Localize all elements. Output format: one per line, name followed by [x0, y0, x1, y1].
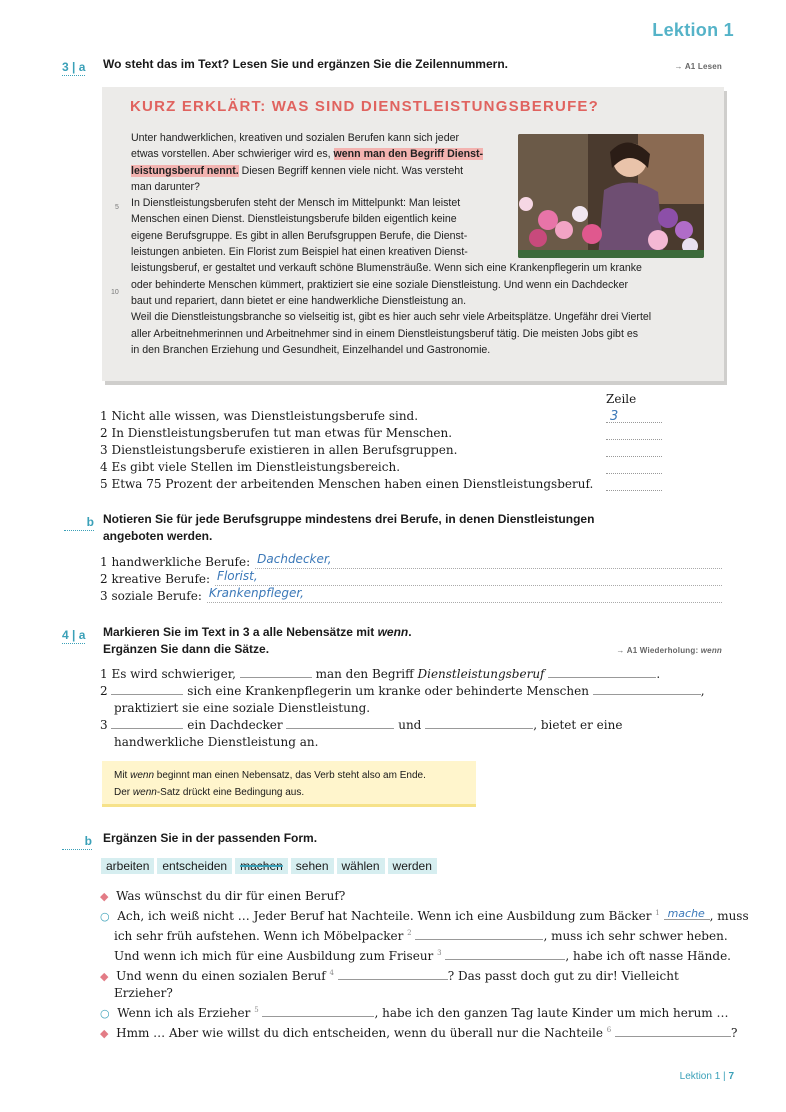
text-line: In Dienstleistungsberufen steht der Mensch im Mittelpunkt: Man leistet: [131, 197, 461, 210]
blank[interactable]: [240, 666, 312, 678]
exercise-4a-instruction: Markieren Sie im Text in 3 a alle Nebensätze mit wenn. Ergänzen Sie dann die Sätze.: [103, 625, 412, 656]
profession-row: 3 soziale Berufe: Krankenpfleger,: [100, 588, 722, 605]
text-line: Menschen einen Dienst. Dienstleistungsberufe bilden eigentlich keine: [131, 213, 457, 226]
blank[interactable]: [111, 717, 183, 729]
exercise-3a-instruction: Wo steht das im Text? Lesen Sie und ergänzen Sie die Zeilennummern.: [103, 57, 508, 71]
list-item: 3 Dienstleistungsberufe existieren in allen Berufsgruppen.: [100, 443, 458, 457]
grammar-note-text: Mit wenn beginnt man einen Nebensatz, das Verb steht also am Ende. Der wenn-Satz drückt eine Bedingung aus.: [114, 770, 426, 798]
handwritten-answer: Florist,: [217, 569, 258, 583]
exercise-3b-number: b: [62, 513, 94, 531]
highlight-wenn-clause: leistungsberuf nennt.: [131, 164, 239, 177]
statement-list: [100, 408, 593, 493]
text-line: leistungsberuf nennt. Diesen Begriff kennen viele nicht. Was versteht: [131, 164, 464, 177]
list-item: 5 Etwa 75 Prozent der arbeitenden Menschen haben einen Dienstleistungsberuf.: [100, 477, 594, 491]
speaker-a-icon: ◆: [100, 970, 109, 983]
dialogue-line: Und wenn ich mich für eine Ausbildung zum Friseur $^3$ , habe ich oft nasse Hände.: [114, 949, 731, 963]
handwritten-answer: 3: [610, 409, 619, 424]
blank[interactable]: [548, 666, 656, 678]
sentence-3: 3 ein Dachdecker und , bietet er eine: [100, 718, 623, 732]
profession-row: 1 handwerkliche Berufe: Dachdecker,: [100, 554, 722, 571]
text-line: leistungsberuf, er gestaltet und verkauft schöne Blumensträuße. Wenn sich eine Krankenpflegerin um kranke: [131, 262, 642, 275]
exercise-4a-number: 4 | a: [62, 628, 86, 642]
sentence-1: 1 Es wird schwieriger, man den Begriff Dienstleistungsberuf .: [100, 667, 661, 681]
zeile-answer-2[interactable]: [606, 428, 662, 440]
sentence-2: 2 sich eine Krankenpflegerin um kranke oder behinderte Menschen ,: [100, 684, 705, 698]
zeile-answer-4[interactable]: [606, 462, 662, 474]
line-number-10: 10: [111, 289, 119, 296]
text-line: in den Branchen Erziehung und Gesundheit, Einzelhandel und Gastronomie.: [131, 343, 491, 356]
profession-input[interactable]: [207, 588, 722, 603]
blank[interactable]: [615, 1025, 731, 1037]
text-line: Unter handwerklichen, kreativen und sozialen Berufen kann sich jeder: [131, 132, 460, 144]
blank[interactable]: [111, 683, 183, 695]
blank[interactable]: [338, 968, 448, 980]
highlight-wenn-clause: wenn man den Begriff Dienst-: [333, 148, 484, 161]
list-item: 1 Nicht alle wissen, was Dienstleistungsberufe sind.: [100, 409, 419, 423]
word-bank: [101, 857, 440, 875]
handwritten-answer: mache: [667, 907, 705, 920]
blank[interactable]: [425, 717, 533, 729]
text-line: leistungen anbieten. Ein Florist zum Beispiel hat einen kreativen Dienst-: [131, 246, 468, 259]
speaker-a-icon: ◆: [100, 1027, 109, 1040]
page-number: 7: [728, 1071, 734, 1082]
word-chip[interactable]: entscheiden: [157, 858, 232, 874]
lektion-title: Lektion 1: [652, 20, 734, 40]
speaker-b-icon: ○: [100, 1007, 110, 1020]
zeile-answer-1[interactable]: [606, 411, 662, 423]
profession-input[interactable]: [255, 554, 722, 569]
handwritten-answer: Dachdecker,: [257, 552, 332, 566]
zeile-header: Zeile: [606, 392, 637, 406]
exercise-4a-tag: → A1 Wiederholung: wenn: [616, 646, 722, 655]
speaker-b-icon: ○: [100, 910, 110, 923]
speaker-a-icon: ◆: [100, 890, 109, 903]
text-line: eigene Berufsgruppe. Es gibt in allen Berufsgruppen Berufe, die Dienst-: [131, 229, 468, 242]
blank[interactable]: [593, 683, 701, 695]
exercise-4b-instruction: Ergänzen Sie in der passenden Form.: [103, 831, 318, 845]
profession-row: 2 kreative Berufe: Florist,: [100, 571, 722, 588]
list-item: 4 Es gibt viele Stellen im Dienstleistungsbereich.: [100, 460, 401, 474]
text-line: aller Arbeitnehmerinnen und Arbeitnehmer sind in einem Dienstleistungsberuf tätig. Die meisten Jobs gibt es: [131, 327, 639, 340]
dialogue: [100, 888, 749, 1042]
word-chip[interactable]: werden: [388, 858, 437, 874]
info-box-title: KURZ ERKLÄRT: WAS SIND DIENSTLEISTUNGSBERUFE?: [130, 98, 600, 115]
word-chip[interactable]: sehen: [291, 858, 334, 874]
dialogue-line: ○ Ach, ich weiß nicht … Jeder Beruf hat Nachteile. Wenn ich eine Ausbildung zum Bäcker $^1$ mache , muss: [100, 907, 749, 923]
text-line: etwas vorstellen. Aber schwieriger wird es, wenn man den Begriff Dienst-: [131, 148, 484, 161]
dialogue-line: ◆ Hmm … Aber wie willst du dich entscheiden, wenn du überall nur die Nachteile $^6$ ?: [100, 1026, 738, 1040]
list-item: 2 In Dienstleistungsberufen tut man etwas für Menschen.: [100, 426, 453, 440]
info-text: [131, 130, 651, 358]
blank[interactable]: [415, 928, 543, 940]
text-line: oder behinderte Menschen kümmert, praktiziert sie eine soziale Dienstleistung. Und wenn ein Dachdecker: [131, 278, 628, 291]
blank[interactable]: [445, 948, 565, 960]
dialogue-line: ◆ Und wenn du einen sozialen Beruf $^4$ ? Das passt doch gut zu dir! Vielleicht: [100, 969, 679, 983]
text-line: Weil die Dienstleistungsbranche so vielseitig ist, gibt es hier auch sehr viele Arbeitsplätze. Ungefähr drei Viertel: [131, 311, 652, 324]
profession-input[interactable]: [215, 571, 722, 586]
exercise-3a-tag: → A1 Lesen: [674, 62, 722, 71]
word-chip[interactable]: arbeiten: [101, 858, 154, 874]
line-number-5: 5: [115, 204, 119, 211]
text-line: baut und repariert, dann bietet er eine handwerkliche Dienstleistung an.: [131, 294, 467, 307]
handwritten-answer: Krankenpfleger,: [208, 586, 304, 600]
zeile-answer-5[interactable]: [606, 479, 662, 491]
dialogue-line: Erzieher?: [114, 986, 173, 1000]
blank[interactable]: [262, 1005, 374, 1017]
exercise-4b-number: b: [62, 832, 92, 850]
word-chip[interactable]: wählen: [337, 858, 385, 874]
dialogue-line: ◆ Was wünschst du dir für einen Beruf?: [100, 889, 346, 903]
blank[interactable]: [664, 908, 710, 920]
profession-rows: [100, 554, 722, 605]
page-footer: Lektion 1 | 7: [679, 1071, 734, 1082]
text-line: man darunter?: [131, 180, 200, 193]
zeile-answer-3[interactable]: [606, 445, 662, 457]
dialogue-line: ○ Wenn ich als Erzieher $^5$ , habe ich den ganzen Tag laute Kinder um mich herum …: [100, 1006, 729, 1020]
exercise-3a-number: 3 | a: [62, 60, 86, 74]
sentence-3-cont: handwerkliche Dienstleistung an.: [114, 735, 319, 749]
word-chip-used[interactable]: machen: [235, 858, 288, 874]
sentence-2-cont: praktiziert sie eine soziale Dienstleistung.: [114, 701, 371, 715]
dialogue-line: ich sehr früh aufstehen. Wenn ich Möbelpacker $^2$ , muss ich sehr schwer heben.: [114, 929, 728, 943]
blank[interactable]: [286, 717, 394, 729]
exercise-3b-instruction: Notieren Sie für jede Berufsgruppe mindestens drei Berufe, in denen Dienstleistungen angeboten werden.: [103, 512, 595, 543]
sentence-list: [100, 666, 705, 751]
